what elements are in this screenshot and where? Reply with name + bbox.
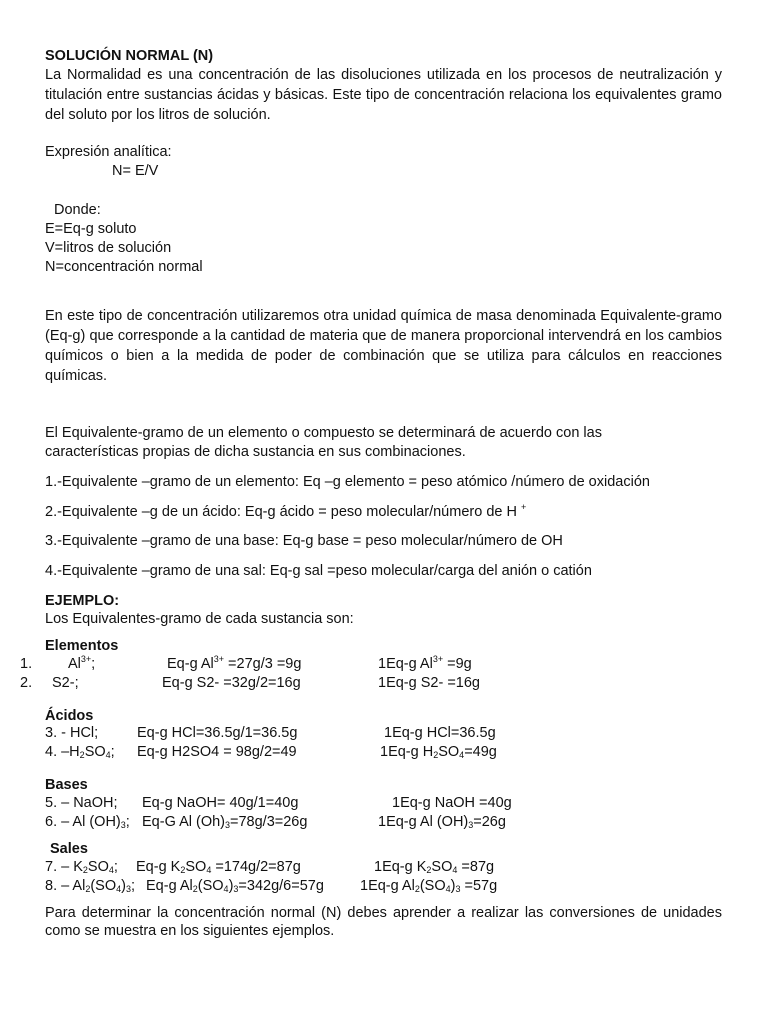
elemento-al-result: 1Eq-g $Al^{3+} =9g$ [378, 654, 472, 672]
acidos-heading: Ácidos [45, 708, 94, 724]
sales-heading: Sales [50, 841, 88, 857]
rule-acido: 2.-Equivalente –g de un ácido: Eq-g ácido = peso molecular/número de H + [45, 502, 527, 520]
formula: N= E/V [112, 163, 159, 179]
list-number: 1. [20, 656, 33, 672]
sal-k2so4-result: 1Eq-g $K_2SO_4 =87g$ [374, 859, 495, 875]
bases-heading: Bases [45, 777, 88, 793]
acido-hcl-calc: Eq-g HCl=36.5g/1=36.5g [137, 725, 298, 741]
base-naoh-calc: Eq-g NaOH= 40g/1=40g [142, 795, 299, 811]
rule-base: 3.-Equivalente –gramo de una base: Eq-g base = peso molecular/número de OH [45, 533, 563, 549]
document-title: SOLUCIÓN NORMAL (N) [45, 48, 214, 64]
base-aloh3-name: 6. – Al $(OH)_3$; [45, 814, 130, 830]
closing-paragraph: Para determinar la concentración normal (N) debes aprender a realizar las conversiones de unidades como se muestra en los siguientes ejemplos. [45, 905, 722, 939]
paragraph-equivalente: En este tipo de concentración utilizaremos otra unidad química de masa denominada Equivalente-gramo (Eq-g) que corresponde a la cantidad de materia que de manera proporcional intervendrá en los cambios químicos o bien a la medida de poder de combinación que se utiliza para cálculos en reacciones químicas. [45, 308, 722, 384]
acido-h2so4-name: 4. $-H_2SO_4$; [45, 744, 115, 760]
definition-n: N=concentración normal [45, 259, 203, 275]
expresion-label: Expresión analítica: [45, 144, 172, 160]
ejemplo-label: EJEMPLO: [45, 593, 120, 609]
acido-hcl-name: 3. - HCl; [45, 725, 99, 741]
acido-h2so4-result: 1Eq-g $H_2SO_4=49g$ [380, 744, 497, 760]
elemento-s-result: 1Eq-g S2- =16g [378, 675, 480, 691]
acido-hcl-result: 1Eq-g HCl=36.5g [384, 725, 496, 741]
donde-label: Donde: [54, 202, 101, 218]
elemento-al-calc: Eq-g $Al^{3+} =27g/3 =9g$ [167, 654, 302, 672]
rule-sal: 4.-Equivalente –gramo de una sal: Eq-g sal =peso molecular/carga del anión o catión [45, 563, 592, 579]
base-aloh3-calc: Eq-G Al $(Oh)_3=78g/3=26g$ [142, 814, 308, 830]
sal-al2so43-calc: Eq-g $Al_2(SO_4)_3=342g/6=57g$ [146, 878, 324, 894]
elementos-heading: Elementos [45, 638, 119, 654]
base-naoh-name: 5. – NaOH; [45, 795, 118, 811]
paragraph-determinacion: El Equivalente-gramo de un elemento o compuesto se determinará de acuerdo con las características propias de dicha sustancia en sus combinaciones. [45, 425, 602, 460]
elemento-s-calc: Eq-g S2- =32g/2=16g [162, 675, 301, 691]
definition-v: V=litros de solución [45, 240, 172, 256]
sal-k2so4-calc: Eq-g $K_2SO_4 =174g/2=87g$ [136, 859, 301, 875]
sal-al2so43-name: 8. – $Al_2(SO_4)_3$; [45, 878, 136, 894]
ejemplo-intro: Los Equivalentes-gramo de cada sustancia son: [45, 611, 354, 627]
elemento-s-name: S2-; [52, 675, 79, 691]
list-number: 2. [20, 675, 33, 691]
base-naoh-result: 1Eq-g NaOH =40g [392, 795, 512, 811]
intro-paragraph: La Normalidad es una concentración de las disoluciones utilizada en los procesos de neutralización y titulación entre sustancias ácidas y básicas. Este tipo de concentración relaciona los equivalentes gramo del soluto por los litros de solución. [45, 67, 722, 123]
sal-al2so43-result: 1Eq-g $Al_2(SO_4)_3 =57g$ [360, 878, 498, 894]
acido-h2so4-calc: Eq-g H2SO4 = 98g/2=49 [137, 744, 297, 760]
sal-k2so4-name: 7. – $K_2SO_4$; [45, 859, 118, 875]
definition-e: E=Eq-g soluto [45, 221, 137, 237]
base-aloh3-result: 1Eq-g Al $(OH)_3=26g$ [378, 814, 506, 830]
elemento-al-name: $Al^{3+}$; [68, 654, 96, 672]
rule-elemento: 1.-Equivalente –gramo de un elemento: Eq –g elemento = peso atómico /número de oxidación [45, 474, 650, 490]
